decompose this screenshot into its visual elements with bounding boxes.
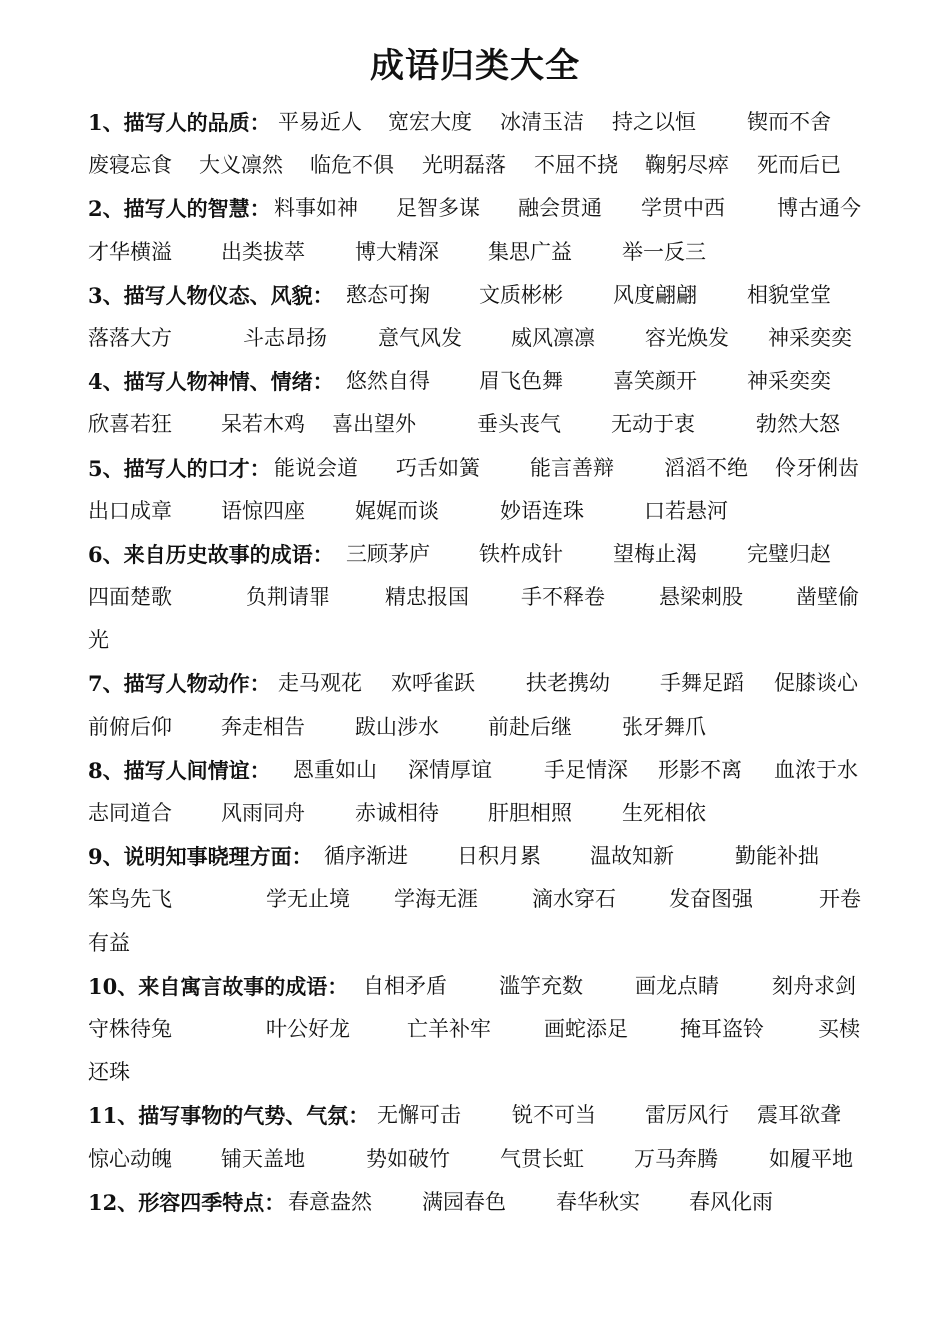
idiom-item: 落落大方: [88, 325, 172, 350]
section-line: [88, 1051, 878, 1094]
idiom-item: 三顾茅庐: [346, 541, 430, 566]
idiom-item: 发奋图强: [669, 887, 753, 912]
idiom-item: 临危不俱: [310, 153, 394, 178]
idiom-item: 欣喜若狂: [88, 412, 172, 437]
idiom-item: 自相矛盾: [363, 973, 447, 998]
idiom-item: 志同道合: [88, 801, 172, 825]
section-heading: 7、描写人物动作：: [88, 671, 271, 697]
idiom-item: 举一反三: [622, 239, 706, 264]
idiom-item: 平易近人: [278, 110, 362, 134]
section-line: [88, 792, 878, 835]
idiom-item: 满园春色: [422, 1189, 506, 1214]
section-line: [88, 1008, 878, 1051]
idiom-item: 才华横溢: [88, 239, 172, 264]
section-line: [88, 187, 878, 230]
idiom-item: 赤诚相待: [355, 801, 439, 825]
idiom-item: 足智多谋: [396, 196, 480, 221]
idiom-item: 势如破竹: [366, 1146, 450, 1171]
idiom-item: 博古通今: [777, 196, 861, 221]
idiom-item: 叶公好龙: [266, 1016, 350, 1041]
section-heading: 1、描写人的品质：: [88, 110, 271, 135]
idiom-item: 勃然大怒: [756, 412, 840, 437]
section-line: [88, 533, 878, 576]
idiom-item: 出类拔萃: [221, 239, 305, 264]
idiom-item: 娓娓而谈: [355, 498, 439, 523]
section-line: [88, 1181, 878, 1224]
idiom-item: 买椟: [818, 1016, 860, 1041]
idiom-item: 学海无涯: [394, 887, 478, 912]
idiom-item: 春风化雨: [689, 1189, 773, 1214]
section-heading: 3、描写人物仪态、风貌：: [88, 282, 334, 308]
section-heading: 11、描写事物的气势、气氛：: [88, 1103, 370, 1129]
idiom-item: 悠然自得: [346, 369, 430, 394]
idiom-item: 欢呼雀跃: [391, 671, 475, 696]
section-heading: 5、描写人的口才：: [88, 455, 271, 481]
idiom-item: 废寝忘食: [88, 153, 172, 178]
section-line: [88, 576, 878, 619]
idiom-item: 学贯中西: [641, 196, 725, 221]
idiom-item: 博大精深: [355, 239, 439, 264]
idiom-item: 冰清玉洁: [500, 110, 584, 134]
idiom-item: 憨态可掬: [346, 282, 430, 307]
idiom-item: 前赴后继: [488, 714, 572, 739]
idiom-item: 亡羊补牢: [407, 1016, 491, 1041]
idiom-item: 刻舟求剑: [772, 973, 856, 998]
idiom-item: 走马观花: [278, 671, 362, 696]
idiom-item: 前俯后仰: [88, 714, 172, 739]
idiom-item: 负荆请罪: [246, 585, 330, 610]
idiom-item: 威风凛凛: [511, 325, 595, 350]
idiom-item: 四面楚歌: [88, 585, 172, 610]
idiom-item: 笨鸟先飞: [88, 887, 172, 912]
idiom-item: 无懈可击: [377, 1103, 461, 1128]
idiom-item: 画蛇添足: [544, 1016, 628, 1041]
idiom-item: 凿壁偷: [796, 585, 859, 610]
idiom-item: 跋山涉水: [355, 714, 439, 739]
idiom-item: 宽宏大度: [388, 110, 472, 134]
idiom-item: 精忠报国: [385, 585, 469, 610]
idiom-item: 铁杵成针: [479, 541, 563, 566]
idiom-item: 神采奕奕: [768, 325, 852, 350]
idiom-item: 悬梁刺股: [659, 585, 743, 610]
idiom-item: 手舞足蹈: [660, 671, 744, 696]
idiom-item: 震耳欲聋: [757, 1103, 841, 1128]
idiom-item: 能言善辩: [530, 455, 614, 480]
idiom-item: 锲而不舍: [747, 110, 831, 134]
idiom-item: 如履平地: [769, 1146, 853, 1171]
idiom-item: 惊心动魄: [88, 1146, 172, 1171]
idiom-item: 不屈不挠: [534, 153, 618, 178]
section-line: [88, 274, 878, 317]
idiom-item: 融会贯通: [518, 196, 602, 221]
idiom-item: 掩耳盗铃: [680, 1016, 764, 1041]
idiom-item: 神采奕奕: [747, 369, 831, 394]
idiom-item: 料事如神: [274, 196, 358, 221]
section-line: [88, 619, 878, 662]
section-heading: 4、描写人物神情、情绪：: [88, 369, 334, 395]
idiom-item: 锐不可当: [512, 1103, 596, 1128]
idiom-item: 扶老携幼: [526, 671, 610, 696]
idiom-item: 奔走相告: [221, 714, 305, 739]
section-line: [88, 706, 878, 749]
idiom-item: 呆若木鸡: [221, 412, 305, 437]
section-line: [88, 101, 878, 144]
idiom-item: 鞠躬尽瘁: [645, 153, 729, 178]
section-line: [88, 1094, 878, 1137]
idiom-item: 开卷: [819, 887, 861, 912]
idiom-item: 循序渐进: [324, 844, 408, 869]
idiom-item: 张牙舞爪: [622, 714, 706, 739]
idiom-item: 日积月累: [457, 844, 541, 869]
section-line: [88, 360, 878, 403]
idiom-item: 气贯长虹: [500, 1146, 584, 1171]
idiom-item: 滔滔不绝: [664, 455, 748, 480]
idiom-item: 妙语连珠: [500, 498, 584, 523]
idiom-item: 喜出望外: [332, 412, 416, 437]
idiom-item: 滴水穿石: [532, 887, 616, 912]
idiom-item: 文质彬彬: [479, 282, 563, 307]
section-line: [88, 835, 878, 878]
idiom-item: 眉飞色舞: [479, 369, 563, 394]
section-line: [88, 447, 878, 490]
idiom-item: 相貌堂堂: [747, 282, 831, 307]
idiom-item: 雷厉风行: [645, 1103, 729, 1128]
idiom-item: 语惊四座: [221, 498, 305, 523]
idiom-item: 铺天盖地: [221, 1146, 305, 1171]
idiom-item: 无动于衷: [611, 412, 695, 437]
idiom-item: 恩重如山: [293, 757, 377, 782]
idiom-item: 风雨同舟: [221, 801, 305, 825]
section-heading: 2、描写人的智慧：: [88, 196, 271, 222]
section-line: [88, 878, 878, 921]
idiom-item: 手不释卷: [521, 585, 605, 610]
section-line: [88, 749, 878, 792]
page-title: 成语归类大全: [370, 46, 580, 86]
idiom-item: 春意盎然: [288, 1189, 372, 1214]
idiom-item: 死而后已: [757, 153, 841, 178]
idiom-item: 手足情深: [544, 757, 628, 782]
idiom-item: 完璧归赵: [747, 541, 831, 566]
idiom-item: 深情厚谊: [408, 757, 492, 782]
idiom-item: 斗志昂扬: [243, 325, 327, 350]
section-heading: 6、来自历史故事的成语：: [88, 541, 334, 567]
idiom-item: 集思广益: [488, 239, 572, 264]
section-heading: 9、说明知事晓理方面：: [88, 844, 313, 870]
idiom-item: 春华秋实: [556, 1189, 640, 1214]
idiom-item: 学无止境: [266, 887, 350, 912]
idiom-item: 持之以恒: [612, 110, 696, 134]
idiom-item: 肝胆相照: [488, 801, 572, 825]
section-heading: 10、来自寓言故事的成语：: [88, 973, 349, 999]
idiom-item: 温故知新: [590, 844, 674, 869]
idiom-item: 喜笑颜开: [613, 369, 697, 394]
section-heading: 12、形容四季特点：: [88, 1189, 286, 1215]
section-line: [88, 490, 878, 533]
idiom-item: 还珠: [88, 1060, 130, 1085]
idiom-item: 巧舌如簧: [396, 455, 480, 480]
idiom-item: 大义凛然: [199, 153, 283, 178]
section-line: [88, 662, 878, 705]
idiom-item: 万马奔腾: [634, 1146, 718, 1171]
idiom-item: 光: [88, 628, 109, 653]
section-line: [88, 231, 878, 274]
section-line: [88, 965, 878, 1008]
idiom-item: 伶牙俐齿: [775, 455, 859, 480]
section-heading: 8、描写人间情谊：: [88, 757, 271, 783]
idiom-item: 望梅止渴: [613, 541, 697, 566]
idiom-item: 形影不离: [658, 757, 742, 782]
idiom-item: 有益: [88, 930, 130, 955]
idiom-list: [88, 101, 878, 1224]
idiom-item: 生死相依: [622, 801, 706, 825]
idiom-item: 滥竽充数: [499, 973, 583, 998]
idiom-item: 出口成章: [88, 498, 172, 523]
idiom-item: 光明磊落: [422, 153, 506, 178]
idiom-item: 容光焕发: [645, 325, 729, 350]
idiom-item: 血浓于水: [774, 757, 858, 782]
section-line: [88, 1138, 878, 1181]
idiom-item: 垂头丧气: [477, 412, 561, 437]
section-line: [88, 403, 878, 446]
idiom-item: 风度翩翩: [613, 282, 697, 307]
idiom-item: 守株待兔: [88, 1016, 172, 1041]
idiom-item: 意气风发: [378, 325, 462, 350]
idiom-item: 勤能补拙: [735, 844, 819, 869]
idiom-item: 促膝谈心: [774, 671, 858, 696]
idiom-item: 口若悬河: [644, 498, 728, 523]
section-line: [88, 922, 878, 965]
idiom-item: 能说会道: [274, 455, 358, 480]
section-line: [88, 144, 878, 187]
section-line: [88, 317, 878, 360]
idiom-item: 画龙点睛: [635, 973, 719, 998]
